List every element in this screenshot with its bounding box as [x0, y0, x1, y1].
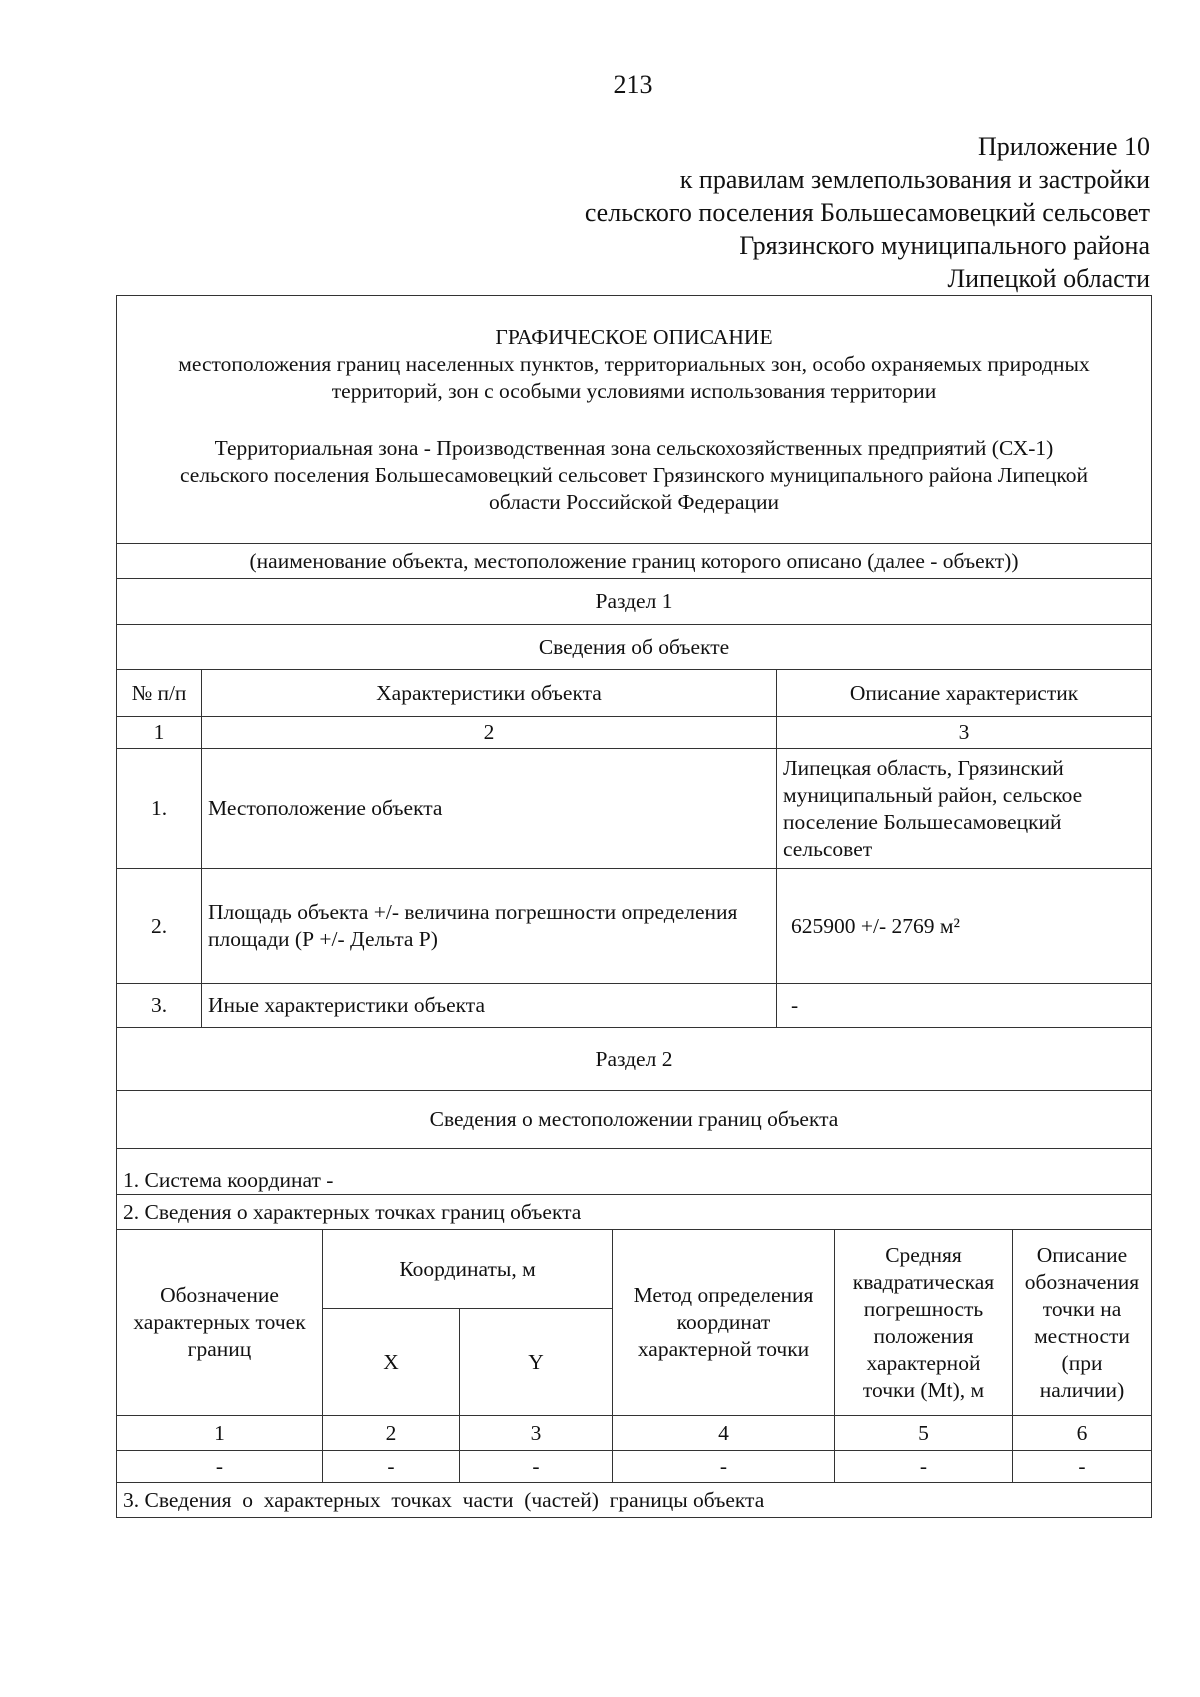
header-desc: Описание обозначения точки на местности (при наличии)	[1013, 1230, 1152, 1416]
header-cell: Описание характеристик	[777, 670, 1152, 717]
points-title: 2. Сведения о характерных точках границ объекта	[117, 1195, 1152, 1230]
appendix-line: к правилам землепользования и застройки	[679, 165, 1150, 194]
object-name: области Российской Федерации	[488, 489, 780, 514]
column-number: 6	[1013, 1416, 1152, 1451]
row-value: 625900 +/- 2769 м²	[777, 869, 1152, 984]
row-name: Местоположение объекта	[202, 749, 777, 869]
header-method: Метод определения координат характерной точки	[613, 1230, 835, 1416]
doc-title: ГРАФИЧЕСКОЕ ОПИСАНИЕ	[495, 324, 773, 349]
section1-title: Раздел 1	[117, 579, 1152, 625]
object-caption: (наименование объекта, местоположение границ которого описано (далее - объект))	[117, 544, 1152, 579]
header-coords: Координаты, м	[323, 1230, 613, 1309]
column-number: 2	[323, 1416, 460, 1451]
appendix-line: сельского поселения Большесамовецкий сельсовет	[584, 198, 1150, 227]
appendix-line: Грязинского муниципального района	[739, 231, 1150, 260]
header-cell: Характеристики объекта	[202, 670, 777, 717]
section1-subtitle: Сведения об объекте	[117, 625, 1152, 670]
appendix-line: Липецкой области	[947, 264, 1150, 293]
column-number: 5	[835, 1416, 1013, 1451]
appendix-line: Приложение 10	[977, 132, 1150, 161]
doc-subtitle: местоположения границ населенных пунктов, территориальных зон, особо охраняемых природных	[178, 351, 1090, 376]
points-table	[116, 1229, 1152, 1518]
row-name: Площадь объекта +/- величина погрешности определения площади (Р +/- Дельта Р)	[202, 869, 777, 984]
parts-title: 3. Сведения о характерных точках части (частей) границы объекта	[117, 1483, 1152, 1518]
appendix-header	[585, 130, 1150, 295]
table-cell: -	[117, 1451, 323, 1483]
section2-title: Раздел 2	[117, 1028, 1152, 1091]
column-number: 3	[460, 1416, 613, 1451]
doc-subtitle: территорий, зон с особыми условиями использования территории	[331, 378, 937, 403]
section2-subtitle: Сведения о местоположении границ объекта	[117, 1091, 1152, 1149]
row-value: Липецкая область, Грязинский муниципальный район, сельское поселение Большесамовецкий сельсовет	[777, 749, 1152, 869]
column-number: 3	[777, 717, 1152, 749]
title-block	[117, 296, 1152, 544]
column-number: 1	[117, 1416, 323, 1451]
table-cell: -	[1013, 1451, 1152, 1483]
row-number: 1.	[117, 749, 202, 869]
header-y: Y	[460, 1309, 613, 1416]
row-name: Иные характеристики объекта	[202, 984, 777, 1028]
table-cell: -	[835, 1451, 1013, 1483]
row-number: 2.	[117, 869, 202, 984]
column-number: 1	[117, 717, 202, 749]
table-cell: -	[323, 1451, 460, 1483]
row-value: -	[777, 984, 1152, 1028]
section1-table	[116, 295, 1152, 1230]
column-number: 2	[202, 717, 777, 749]
row-number: 3.	[117, 984, 202, 1028]
table-cell: -	[613, 1451, 835, 1483]
header-point: Обозначение характерных точек границ	[117, 1230, 323, 1416]
coord-system: 1. Система координат -	[117, 1149, 1152, 1195]
column-number: 4	[613, 1416, 835, 1451]
object-name: сельского поселения Большесамовецкий сельсовет Грязинского муниципального района Липецкой	[179, 462, 1089, 487]
header-mt: Средняя квадратическая погрешность положения характерной точки (Mt), м	[835, 1230, 1013, 1416]
header-x: X	[323, 1309, 460, 1416]
header-cell: № п/п	[117, 670, 202, 717]
table-cell: -	[460, 1451, 613, 1483]
page-number: 213	[613, 70, 653, 99]
object-name: Территориальная зона - Производственная зона сельскохозяйственных предприятий (СХ-1)	[214, 435, 1054, 460]
